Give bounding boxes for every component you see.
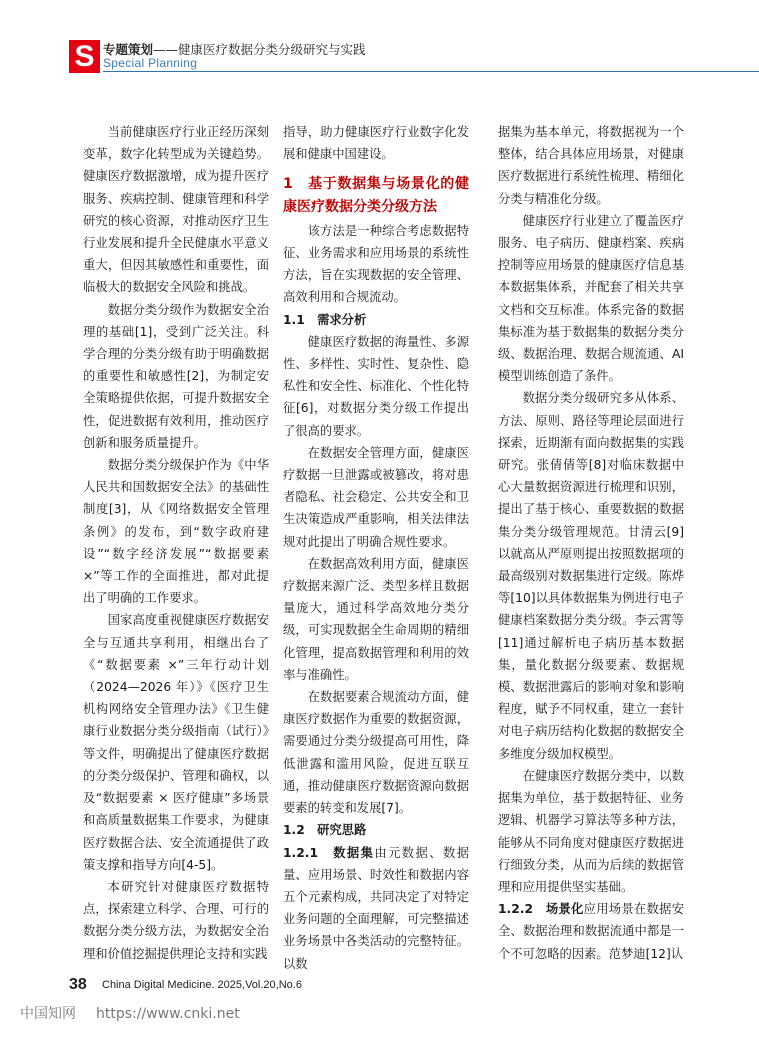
- paragraph: 数据分类分级研究多从体系、方法、原则、路径等理论层面进行探索，近期渐有面向数据集的实践研究。张倩倩等[8]对临床数据中心大量数据资源进行梳理和识别，提出了基于核心、重要数据的数据集分类分级管理规范。甘清云[9]以就高从严原则提出按照数据项的最高级别对数据集进行定级。陈烨等[10]以具体数据集为例进行电子健康档案数据分类分级。李云霄等[11]通过解析电子病历基本数据集，量化数据分级要素、数据规模、数据泄露后的影响对象和影响程度，赋予不同权重，建立一套针对电子病历结构化数据的数据安全多维度分级加权模型。: [498, 391, 684, 761]
- paragraph: 国家高度重视健康医疗数据安全与互通共享利用，相继出台了《“数据要素 ×”三年行动计划（2024—2026 年）》《医疗卫生机构网络安全管理办法》《卫生健康行业数据分类分级指南（试行）》等文件，明确提出了健康医疗数据的分类分级保护、管理和确权，以及“数据要素 × 医疗健康”多场景和高质量数据集工作要求，为健康医疗数据合法、安全流通提供了政策支撑和指导方向[4-5]。: [83, 613, 269, 872]
- paragraph: 数据分类分级保护作为《中华人民共和国数据安全法》的基础性制度[3]，从《网络数据安全管理条例》的发布，到“数字政府建设”“数字经济发展”“数据要素 ×”等工作的全面推进，都对此提出了明确的工作要求。: [83, 458, 269, 606]
- paragraph-text: 由元数据、数据量、应用场景、时效性和数据内容五个元素构成，共同决定了对特定业务问题的全面理解，可完整描述业务场景中各类活动的完整特征。以数: [283, 845, 469, 971]
- paragraph: 当前健康医疗行业正经历深刻变革，数字化转型成为关键趋势。健康医疗数据激增，成为提升医疗服务、疾病控制、健康管理和科学研究的核心资源，对推动医疗卫生行业发展和提升全民健康水平意义重大，但因其敏感性和重要性，面临极大的数据安全风险和挑战。: [83, 125, 269, 295]
- paragraph-text: 应用场景在数据安全、数据治理和数据流通中都是一个不可忽略的因素。范梦迪[12]认: [498, 902, 684, 961]
- cnki-name: 中国知网: [20, 1006, 76, 1022]
- paragraph: 本研究针对健康医疗数据特点，探索建立科学、合理、可行的数据分类分级方法，为数据安全治理和价值挖掘提供理论支持和实践: [83, 879, 269, 961]
- section-english-label: Special Planning: [103, 56, 198, 70]
- paragraph: 在数据高效利用方面，健康医疗数据来源广泛、类型多样且数据量庞大，通过科学高效地分类分级，可实现数据全生命周期的精细化管理，提高数据管理和利用的效率与准确性。: [283, 556, 469, 682]
- text-column-2: [283, 121, 469, 975]
- paragraph: 在健康医疗数据分类中，以数据集为单位，基于数据特征、业务逻辑、机器学习算法等多种方法，能够从不同角度对健康医疗数据进行细致分类，从而为后续的数据管理和应用提供坚实基础。: [498, 768, 684, 894]
- page-number: 38: [69, 976, 87, 993]
- text-column-3: [498, 121, 684, 965]
- paragraph-1-2-2: [498, 898, 684, 965]
- cnki-url[interactable]: https://www.cnki.net: [96, 1006, 240, 1022]
- paragraph: 在数据安全管理方面，健康医疗数据一旦泄露或被篡改，将对患者隐私、社会稳定、公共安全和卫生决策造成严重影响，相关法律法规对此提出了明确合规性要求。: [283, 445, 469, 549]
- section-label: 专题策划: [103, 42, 154, 57]
- journal-citation: China Digital Medicine. 2025,Vol.20,No.6: [102, 979, 302, 991]
- cnki-watermark: [20, 1003, 260, 1023]
- paragraph: 健康医疗行业建立了覆盖医疗服务、电子病历、健康档案、疾病控制等应用场景的健康医疗信息基本数据集体系，并配套了相关共享文档和交互标准。体系完备的数据集标准为基于数据集的数据分类分级、数据治理、数据合规流通、AI 模型训练创造了条件。: [498, 213, 684, 384]
- text-column-1: [83, 121, 269, 965]
- paragraph: 在数据要素合规流动方面，健康医疗数据作为重要的数据资源，需要通过分类分级提高可用性，降低泄露和滥用风险，促进互联互通，推动健康医疗数据资源向数据要素的转变和发展[7]。: [283, 690, 469, 816]
- paragraph: 数据分类分级作为数据安全治理的基础[1]，受到广泛关注。科学合理的分类分级有助于明确数据的重要性和敏感性[2]，为制定安全策略提供依据，可提升数据安全性，促进数据有效利用，推动医疗创新和服务质量提升。: [83, 302, 269, 450]
- header-divider: [103, 71, 759, 72]
- section-title: ——健康医疗数据分类分级研究与实践: [153, 42, 366, 57]
- paragraph: 健康医疗数据的海量性、多源性、多样性、实时性、复杂性、隐私性和安全性、标准化、个性化特征[6]，对数据分类分级工作提出了很高的要求。: [283, 334, 469, 438]
- subsection-heading-1-2: 1.2 研究思路: [283, 823, 367, 838]
- subsection-heading-1-1: 1.1 需求分析: [283, 312, 367, 327]
- paragraph: 指导，助力健康医疗行业数字化发展和健康中国建设。: [283, 125, 469, 162]
- paragraph: 该方法是一种综合考虑数据特征、业务需求和应用场景的系统性方法，旨在实现数据的安全管理、高效利用和合规流动。: [283, 223, 469, 305]
- subsubsection-heading-1-2-1: 1.2.1 数据集: [283, 845, 375, 860]
- paragraph: 据集为基本单元，将数据视为一个整体，结合具体应用场景，对健康医疗数据进行系统性梳理、精细化分类与精准化分级。: [498, 125, 684, 206]
- subsubsection-heading-1-2-2: 1.2.2 场景化: [498, 902, 584, 917]
- section-heading-1: 1 基于数据集与场景化的健康医疗数据分类分级方法: [283, 176, 469, 215]
- special-planning-logo: S: [69, 40, 100, 73]
- paragraph-1-2-1: [283, 842, 469, 975]
